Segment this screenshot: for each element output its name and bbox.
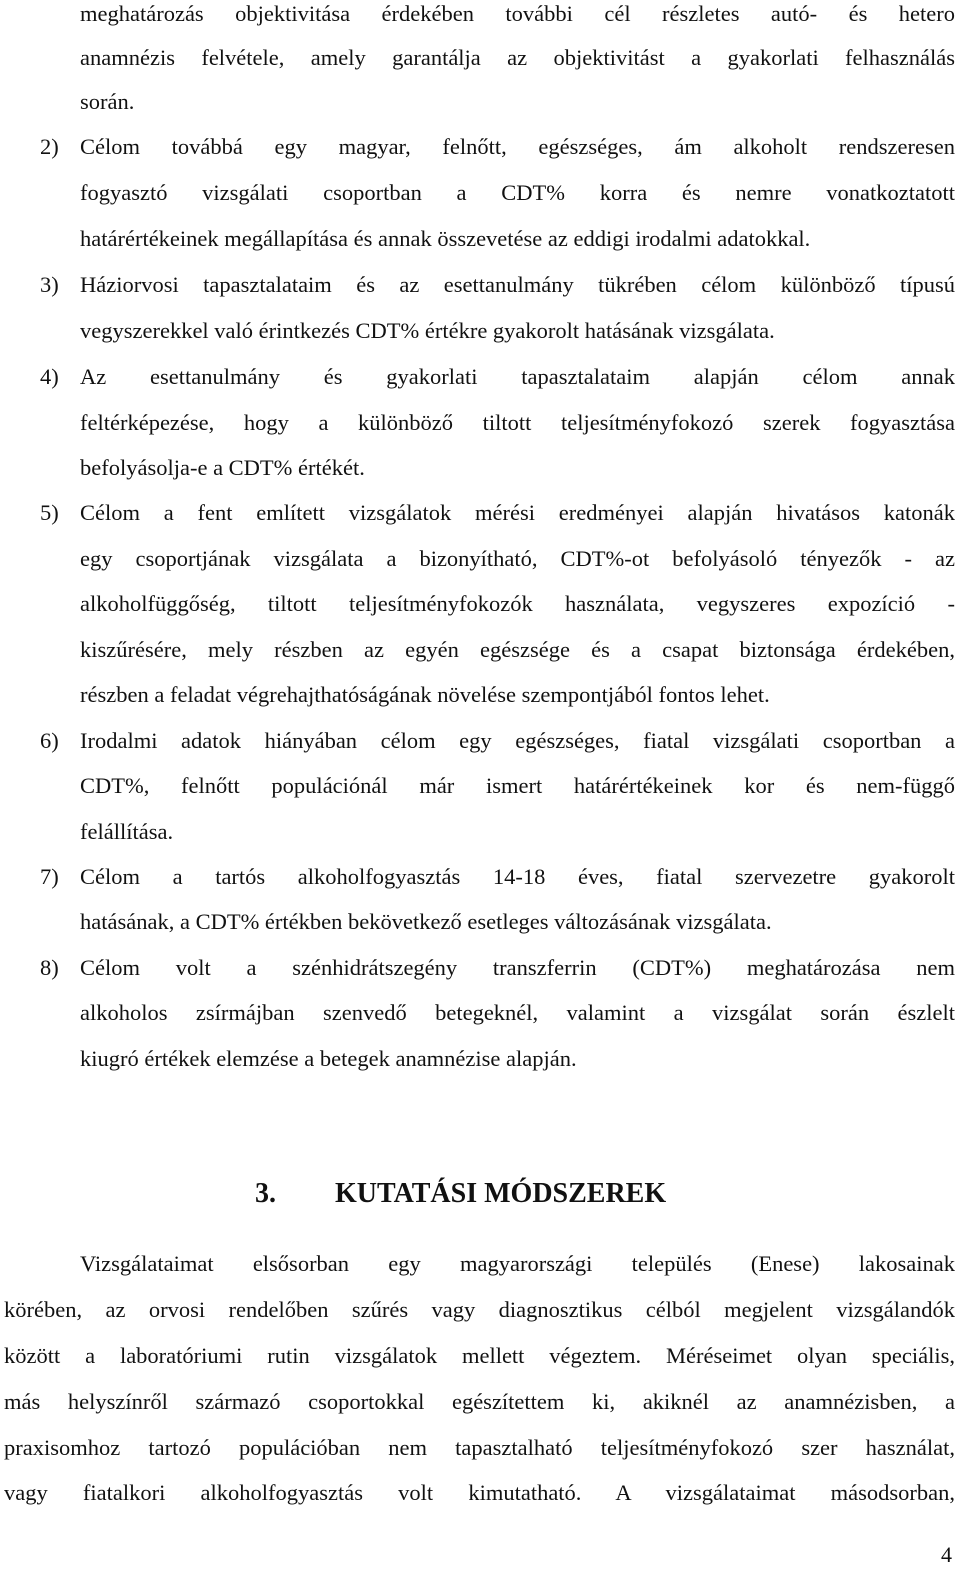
list-item-line: vegyszerekkel való érintkezés CDT% értékre gyakorolt hatásának vizsgálata.	[80, 318, 775, 343]
list-item-number: 3)	[40, 272, 59, 297]
page-number: 4	[941, 1542, 952, 1567]
list-item-number: 4)	[40, 364, 59, 389]
body-line: között a laboratóriumi rutin vizsgálatok mellett végeztem. Méréseimet olyan speciális,	[4, 1343, 955, 1368]
list-item-line: Célom továbbá egy magyar, felnőtt, egészséges, ám alkoholt rendszeresen	[80, 134, 955, 159]
list-item-line: hatásának, a CDT% értékben bekövetkező esetleges változásának vizsgálata.	[80, 909, 772, 934]
list-item-number: 7)	[40, 864, 59, 889]
intro-line: meghatározás objektivitása érdekében további cél részletes autó- és hetero	[80, 1, 955, 26]
list-item-number: 5)	[40, 500, 59, 525]
list-item-line: Háziorvosi tapasztalataim és az esettanulmány tükrében célom különböző típusú	[80, 272, 955, 297]
intro-line: során.	[80, 89, 135, 114]
list-item-line: befolyásolja-e a CDT% értékét.	[80, 455, 365, 480]
list-item-number: 6)	[40, 728, 59, 753]
body-line: Vizsgálataimat elsősorban egy magyarországi település (Enese) lakosainak	[80, 1251, 955, 1276]
list-item-line: egy csoportjának vizsgálata a bizonyítható, CDT%-ot befolyásoló tényezők - az	[80, 546, 955, 571]
list-item-number: 2)	[40, 134, 59, 159]
section-heading	[0, 1176, 960, 1212]
section-title: KUTATÁSI MÓDSZEREK	[335, 1178, 667, 1209]
list-item-line: felállítása.	[80, 819, 174, 844]
body-line: más helyszínről származó csoportokkal egészítettem ki, akiknél az anamnézisben, a	[4, 1389, 955, 1414]
list-item-line: Célom a fent említett vizsgálatok mérési eredményei alapján hivatásos katonák	[80, 500, 955, 525]
body-line: körében, az orvosi rendelőben szűrés vagy diagnosztikus célból megjelent vizsgálandók	[4, 1297, 955, 1322]
list-item-line: fogyasztó vizsgálati csoportban a CDT% korra és nemre vonatkoztatott	[80, 180, 955, 205]
list-item-line: Az esettanulmány és gyakorlati tapasztalataim alapján célom annak	[80, 364, 955, 389]
list-item-line: határértékeinek megállapítása és annak összevetése az eddigi irodalmi adatokkal.	[80, 226, 811, 251]
list-item-line: kiugró értékek elemzése a betegek anamnézise alapján.	[80, 1046, 577, 1071]
list-item-line: Célom a tartós alkoholfogyasztás 14-18 éves, fiatal szervezetre gyakorolt	[80, 864, 955, 889]
section-number: 3.	[255, 1178, 276, 1209]
body-line: vagy fiatalkori alkoholfogyasztás volt kimutatható. A vizsgálataimat másodsorban,	[4, 1480, 955, 1505]
list-item-line: részben a feladat végrehajthatóságának növelése szempontjából fontos lehet.	[80, 682, 770, 707]
body-line: praxisomhoz tartozó populációban nem tapasztalható teljesítményfokozó szer használat,	[4, 1435, 955, 1460]
list-item-line: alkoholfüggőség, tiltott teljesítményfokozók használata, vegyszeres expozíció -	[80, 591, 955, 616]
list-item-line: Irodalmi adatok hiányában célom egy egészséges, fiatal vizsgálati csoportban a	[80, 728, 955, 753]
list-item-line: alkoholos zsírmájban szenvedő betegeknél, valamint a vizsgálat során észlelt	[80, 1000, 955, 1025]
intro-line: anamnézis felvétele, amely garantálja az objektivitást a gyakorlati felhasználás	[80, 45, 955, 70]
list-item-line: feltérképezése, hogy a különböző tiltott teljesítményfokozó szerek fogyasztása	[80, 410, 955, 435]
list-item-line: Célom volt a szénhidrátszegény transzferrin (CDT%) meghatározása nem	[80, 955, 955, 980]
list-item-line: CDT%, felnőtt populációnál már ismert határértékeinek kor és nem-függő	[80, 773, 955, 798]
list-item-number: 8)	[40, 955, 59, 980]
list-item-line: kiszűrésére, mely részben az egyén egészsége és a csapat biztonsága érdekében,	[80, 637, 955, 662]
